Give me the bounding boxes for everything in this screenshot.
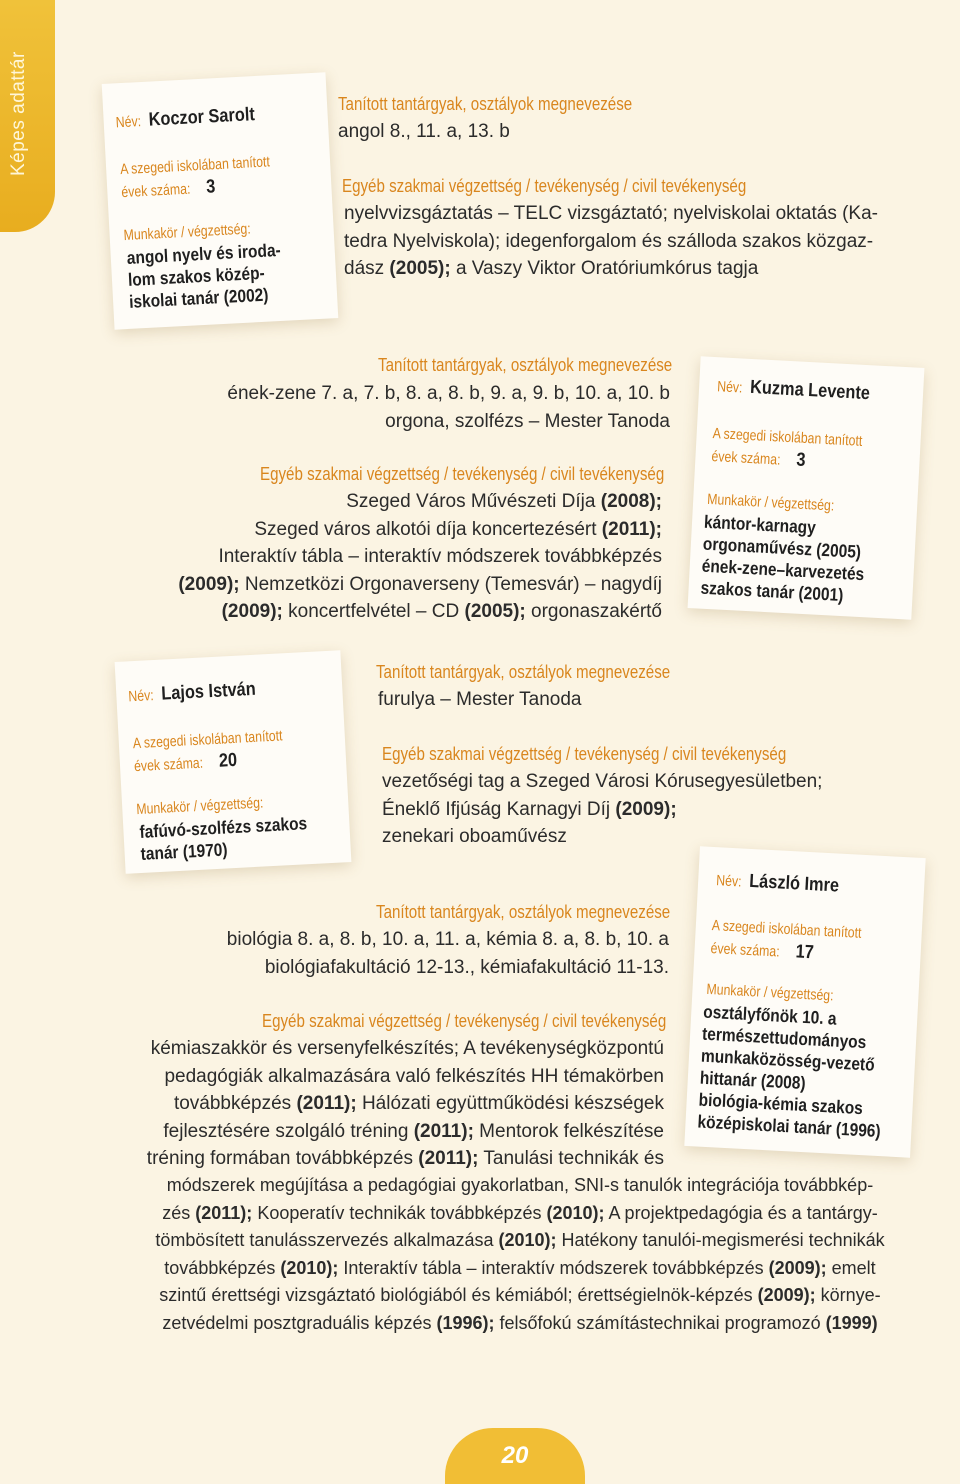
job-line: természettudományos — [701, 1023, 867, 1053]
other-line: szintű érettségi vizsgáztató biológiából és kémiából; érettségielnök-képzés (2009); környe- — [159, 1285, 881, 1305]
other-line: zés (2011); Kooperatív technikák továbbképzés (2010); A projektpedagógia és a tantárgy- — [162, 1202, 878, 1223]
job-line: lom szakos közép- — [127, 262, 266, 290]
name-label: Név: — [715, 872, 742, 891]
other-text-upper — [147, 1035, 664, 1173]
other-text-lower — [128, 1172, 912, 1337]
subjects-line: furulya – Mester Tanoda — [378, 689, 582, 710]
other-line: vezetőségi tag a Szeged Városi Kórusegyesületben; — [382, 771, 823, 792]
other-line: tréning formában továbbképzés (2011); Tanulási technikák és — [146, 1148, 664, 1169]
job-line: szakos tanár (2001) — [700, 577, 844, 606]
job-line: fafúvó-szolfézs szakos — [139, 813, 308, 842]
other-line: kémiaszakkör és versenyfelkészítés; A tevékenységközpontú — [150, 1038, 664, 1059]
page-number: 20 — [501, 1442, 529, 1469]
other-heading: Egyéb szakmai végzettség / tevékenység / civil tevékenység — [261, 1011, 666, 1031]
subjects-text — [378, 686, 582, 714]
other-text — [344, 200, 878, 283]
years-label-line2: évek száma: — [120, 180, 191, 202]
other-line: Interaktív tábla – interaktív módszerek továbbképzés — [218, 546, 662, 567]
teacher-name: Koczor Sarolt — [148, 104, 256, 131]
subjects-text — [227, 926, 669, 981]
job-line: osztályfőnök 10. a — [702, 1001, 838, 1029]
side-tab — [0, 0, 55, 232]
other-line: fejlesztésére szolgáló tréning (2011); Mentorok felkészítése — [163, 1120, 664, 1142]
name-label: Név: — [716, 378, 743, 397]
subjects-text — [227, 380, 670, 435]
years-value: 17 — [794, 941, 814, 964]
job-text — [697, 1001, 887, 1142]
subjects-heading: Tanított tantárgyak, osztályok megnevezése — [338, 94, 633, 114]
job-line: orgonaművész (2005) — [702, 533, 862, 562]
years-label-line1: A szegedi iskolában tanított — [119, 153, 271, 179]
job-line: angol nyelv és iroda- — [126, 239, 282, 268]
other-line: továbbképzés (2011); Hálózati együttműködési készségek — [173, 1093, 664, 1114]
other-line: pedagógiák alkalmazására való felkészítés HH témakörben — [164, 1065, 664, 1087]
page-number-tab — [445, 1428, 585, 1484]
subjects-text — [338, 118, 510, 146]
years-value: 20 — [218, 749, 238, 772]
years-value: 3 — [205, 176, 216, 198]
years-label-line2: évek száma: — [711, 448, 781, 469]
other-line: Szeged város alkotói díja koncertezésért (2011); — [254, 518, 662, 540]
teacher-card-koczor — [102, 72, 339, 329]
subjects-heading: Tanított tantárgyak, osztályok megnevezése — [376, 662, 671, 682]
other-text — [382, 768, 822, 851]
job-line: munkaközösség-vezető — [700, 1045, 876, 1075]
other-line: (2009); Nemzetközi Orgonaverseny (Temesvár) – nagydíj — [178, 573, 662, 595]
other-line: módszerek megújítása a pedagógiai gyakorlatban, SNI-s tanulók integrációja továbbkép- — [166, 1175, 874, 1195]
subjects-line: biológiafakultáció 12-13., kémiafakultáció 11-13. — [264, 956, 669, 978]
other-line: tedra Nyelviskola); idegenforgalom és szálloda szakos közgaz- — [344, 230, 874, 252]
years-label-line1: A szegedi iskolában tanított — [712, 425, 863, 450]
job-text — [139, 812, 309, 865]
other-line: tömbösített tanulásszervezés alkalmazása (2010); Hatékony tanulói-megismerési technikák — [155, 1230, 885, 1250]
job-text — [700, 511, 867, 607]
job-label: Munkakör / végzettség: — [123, 220, 252, 245]
other-heading: Egyéb szakmai végzettség / tevékenység / civil tevékenység — [259, 464, 664, 484]
other-line: továbbképzés (2010); Interaktív tábla – interaktív módszerek továbbképzés (2009); emelt — [164, 1257, 876, 1278]
subjects-heading: Tanított tantárgyak, osztályok megnevezése — [375, 902, 670, 922]
subjects-heading: Tanított tantárgyak, osztályok megnevezése — [377, 355, 672, 375]
years-label-line2: évek száma: — [133, 754, 204, 776]
years-value: 3 — [795, 449, 806, 471]
subjects-line: orgona, szolfézs – Mester Tanoda — [385, 410, 670, 432]
name-label: Név: — [115, 113, 142, 132]
teacher-card-laszlo — [684, 846, 925, 1157]
subjects-line: ének-zene 7. a, 7. b, 8. a, 8. b, 9. a, 9. b, 10. a, 10. b — [227, 383, 670, 404]
job-label: Munkakör / végzettség: — [706, 490, 835, 515]
job-line: kántor-karnagy — [703, 511, 817, 538]
teacher-name: Kuzma Levente — [749, 376, 871, 405]
job-label: Munkakör / végzettség: — [135, 794, 264, 819]
job-label: Munkakör / végzettség: — [706, 980, 834, 1005]
years-label-line1: A szegedi iskolában tanított — [711, 917, 862, 942]
teacher-name: Lajos István — [161, 678, 257, 705]
other-heading: Egyéb szakmai végzettség / tevékenység / civil tevékenység — [382, 744, 787, 764]
other-text — [178, 488, 662, 626]
other-line: (2009); koncertfelvétel – CD (2005); orgonaszakértő — [221, 601, 662, 622]
years-label-line2: évek száma: — [710, 940, 781, 961]
job-text — [126, 239, 283, 313]
teacher-card-kuzma — [688, 356, 925, 619]
other-line: Éneklő Ifjúság Karnagyi Díj (2009); — [382, 798, 677, 820]
job-line: középiskolai tanár (1996) — [697, 1111, 882, 1142]
teacher-name: László Imre — [748, 870, 840, 897]
other-line: Szeged Város Művészeti Díja (2008); — [346, 491, 662, 512]
other-line: zenekari oboaművész — [382, 826, 567, 847]
subjects-line: angol 8., 11. a, 13. b — [338, 121, 510, 142]
other-line: dász (2005); a Vaszy Viktor Oratóriumkórus tagja — [344, 258, 759, 279]
side-tab-label: Képes adattár — [8, 51, 29, 176]
job-line: hittanár (2008) — [699, 1067, 807, 1094]
job-line: tanár (1970) — [140, 839, 229, 864]
other-line: nyelvvizsgáztatás – TELC vizsgáztató; nyelviskolai oktatás (Ka- — [344, 203, 878, 224]
job-line: ének-zene–karvezetés — [701, 555, 865, 585]
subjects-line: biológia 8. a, 8. b, 10. a, 11. a, kémia 8. a, 8. b, 10. a — [226, 929, 669, 950]
name-label: Név: — [128, 687, 155, 706]
job-line: iskolai tanár (2002) — [128, 284, 269, 312]
other-heading: Egyéb szakmai végzettség / tevékenység / civil tevékenység — [342, 176, 747, 196]
years-label-line1: A szegedi iskolában tanított — [132, 727, 283, 753]
job-line: biológia-kémia szakos — [698, 1089, 864, 1119]
other-line: zetvédelmi posztgraduális képzés (1996); felsőfokú számítástechnikai programozó (1999) — [162, 1312, 878, 1333]
teacher-card-lajos — [115, 650, 352, 874]
